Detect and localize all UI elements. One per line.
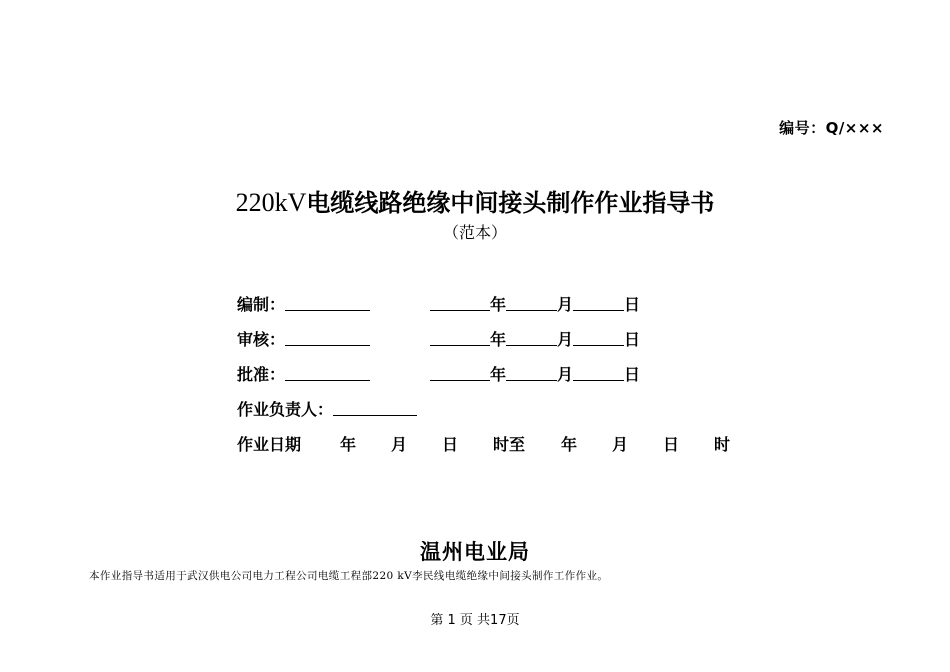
work-date-year: 年 (340, 435, 357, 454)
approve-year-label: 年 (490, 365, 507, 384)
compile-day-field[interactable] (573, 292, 624, 311)
page-footer: 第 1 页 共17页 (430, 613, 520, 628)
scope-note: 本作业指导书适用于武汉供电公司电力工程公司电缆工程部220 kV李民线电缆绝缘中间接头制作工作作业。 (89, 570, 609, 582)
approve-name-field[interactable] (285, 362, 370, 381)
responsible-label: 作业负责人： (237, 400, 334, 419)
work-date-day: 日 (442, 435, 459, 454)
title-voltage: 220kV (235, 188, 307, 217)
compile-month-field[interactable] (506, 292, 557, 311)
review-label: 审核： (237, 330, 286, 349)
review-day-field[interactable] (573, 327, 624, 346)
approve-row (237, 362, 730, 397)
review-year-field[interactable] (430, 327, 490, 346)
work-date-hour-to: 时至 (493, 435, 526, 454)
review-month-field[interactable] (506, 327, 557, 346)
compile-day-label: 日 (624, 295, 641, 314)
approve-month-field[interactable] (506, 362, 557, 381)
title-main: 电缆线路绝缘中间接头制作作业指导书 (306, 188, 715, 217)
review-year-label: 年 (490, 330, 507, 349)
work-date-label: 作业日期 (237, 435, 302, 454)
approve-label: 批准： (237, 365, 286, 384)
work-date-year-end: 年 (561, 435, 578, 454)
document-subtitle: （范本） (442, 223, 507, 242)
compile-name-field[interactable] (285, 292, 370, 311)
work-date-month: 月 (391, 435, 408, 454)
approve-day-field[interactable] (573, 362, 624, 381)
review-day-label: 日 (624, 330, 641, 349)
review-month-label: 月 (557, 330, 574, 349)
approve-day-label: 日 (624, 365, 641, 384)
document-title (0, 183, 950, 218)
review-row (237, 327, 730, 362)
organization-name: 温州电业局 (420, 540, 530, 564)
document-number: 编号：Q/××× (779, 119, 884, 137)
work-date-month-end: 月 (612, 435, 629, 454)
work-date-row (237, 432, 730, 455)
responsible-name-field[interactable] (333, 397, 417, 416)
responsible-row (237, 397, 730, 432)
compile-label: 编制： (237, 295, 286, 314)
compile-month-label: 月 (557, 295, 574, 314)
compile-year-field[interactable] (430, 292, 490, 311)
signature-block (237, 292, 730, 455)
approve-month-label: 月 (557, 365, 574, 384)
work-date-day-end: 日 (663, 435, 680, 454)
work-date-hour-end: 时 (714, 435, 731, 454)
review-name-field[interactable] (285, 327, 370, 346)
approve-year-field[interactable] (430, 362, 490, 381)
compile-row (237, 292, 730, 327)
compile-year-label: 年 (490, 295, 507, 314)
